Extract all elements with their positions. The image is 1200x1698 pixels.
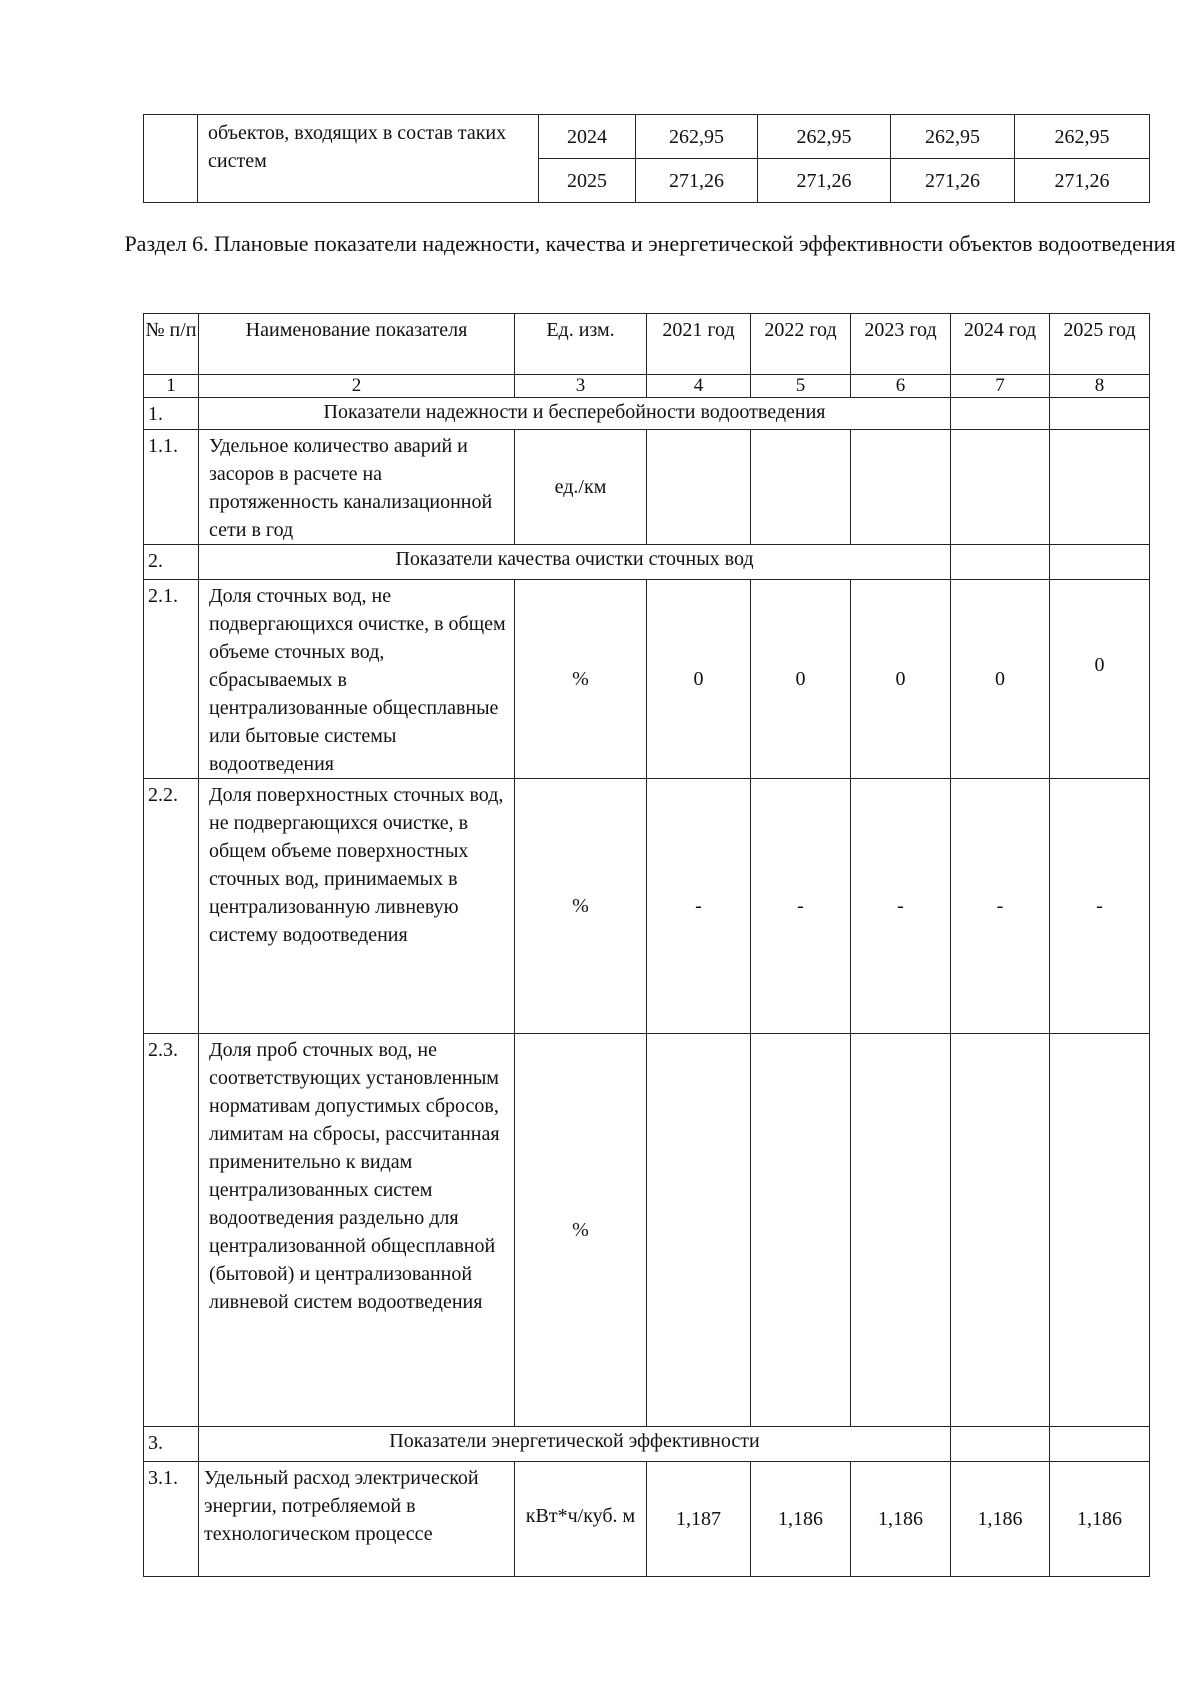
unit-cell: %: [515, 779, 647, 1034]
value-cell: [647, 430, 751, 545]
indicator-name: Доля проб сточных вод, не соответствующих установленным нормативам допустимых сбросов, лимитам на сбросы, рассчитанная применительно к видам централизованных систем водоотведения раздельно для централизованной общесплавной (бытовой) и централизованной ливневой систем водоотведения: [199, 1034, 515, 1427]
indicator-name: Удельный расход электрической энергии, потребляемой в технологическом процессе: [199, 1462, 515, 1577]
col-index: 7: [951, 375, 1050, 398]
row-num: 3.1.: [144, 1462, 199, 1577]
empty-cell: [951, 545, 1050, 580]
indicator-name: Доля поверхностных сточных вод, не подвергающихся очистке, в общем объеме поверхностных сточных вод, принимаемых в централизованную ливневую систему водоотведения: [199, 779, 515, 1034]
value-cell: 262,95: [636, 115, 758, 159]
section-row-title: Показатели качества очистки сточных вод: [199, 545, 951, 580]
col-index: 1: [144, 375, 199, 398]
section-title: Раздел 6. Плановые показатели надежности, качества и энергетической эффективности объектов водоотведения: [124, 231, 1176, 256]
empty-cell: [951, 398, 1050, 430]
row-num: 2.1.: [144, 580, 199, 779]
header-2021: 2021 год: [647, 314, 751, 375]
row-num: 1.1.: [144, 430, 199, 545]
table-row: [144, 115, 1150, 159]
value-cell: -: [851, 779, 951, 1034]
value-cell: 262,95: [758, 115, 891, 159]
empty-cell: [1050, 545, 1150, 580]
col-index: 3: [515, 375, 647, 398]
empty-cell: [1050, 398, 1150, 430]
unit-cell: %: [515, 1034, 647, 1427]
value-cell: 1,186: [851, 1462, 951, 1577]
unit-cell: ед./км: [515, 430, 647, 545]
value-cell: 262,95: [1015, 115, 1150, 159]
unit-cell: кВт*ч/куб. м: [515, 1462, 647, 1577]
column-index-row: [144, 375, 1150, 398]
value-cell: 1,186: [951, 1462, 1050, 1577]
value-cell: [647, 1034, 751, 1427]
section-row: [144, 1427, 1150, 1462]
row-num: 2.2.: [144, 779, 199, 1034]
value-cell: 0: [1050, 580, 1150, 779]
value-cell: [851, 430, 951, 545]
header-row: [144, 314, 1150, 375]
value-cell: [1050, 430, 1150, 545]
value-cell: 1,187: [647, 1462, 751, 1577]
row-num: 3.: [144, 1427, 199, 1462]
col-index: 4: [647, 375, 751, 398]
value-cell: [851, 1034, 951, 1427]
year-cell: 2024: [539, 115, 636, 159]
value-cell: -: [1050, 779, 1150, 1034]
value-cell: 0: [951, 580, 1050, 779]
section-row-title: Показатели энергетической эффективности: [199, 1427, 951, 1462]
header-2025: 2025 год: [1050, 314, 1150, 375]
value-cell: 271,26: [758, 159, 891, 203]
empty-cell: [951, 1427, 1050, 1462]
section-row: [144, 545, 1150, 580]
value-cell: -: [751, 779, 851, 1034]
value-cell: [751, 430, 851, 545]
indicator-name: Доля сточных вод, не подвергающихся очистке, в общем объеме сточных вод, сбрасываемых в централизованные общесплавные или бытовые системы водоотведения: [199, 580, 515, 779]
col-index: 6: [851, 375, 951, 398]
table-row: [144, 779, 1150, 1034]
table-row: [144, 580, 1150, 779]
header-name: Наименование показателя: [199, 314, 515, 375]
row-num: 1.: [144, 398, 199, 430]
row-num: 2.3.: [144, 1034, 199, 1427]
header-num: № п/п: [144, 314, 199, 375]
value-cell: 271,26: [636, 159, 758, 203]
row-num: 2.: [144, 545, 199, 580]
value-cell: 0: [851, 580, 951, 779]
value-cell: [751, 1034, 851, 1427]
section-row: [144, 398, 1150, 430]
table-row: [144, 1034, 1150, 1427]
value-cell: 271,26: [891, 159, 1015, 203]
header-2023: 2023 год: [851, 314, 951, 375]
col-index: 8: [1050, 375, 1150, 398]
table-row: [144, 430, 1150, 545]
value-cell: 1,186: [751, 1462, 851, 1577]
header-2022: 2022 год: [751, 314, 851, 375]
value-cell: [951, 430, 1050, 545]
value-cell: 0: [647, 580, 751, 779]
value-cell: -: [647, 779, 751, 1034]
col-index: 2: [199, 375, 515, 398]
empty-cell: [1050, 1427, 1150, 1462]
year-cell: 2025: [539, 159, 636, 203]
value-cell: 0: [751, 580, 851, 779]
value-cell: -: [951, 779, 1050, 1034]
empty-cell: [144, 115, 198, 203]
header-2024: 2024 год: [951, 314, 1050, 375]
value-cell: [1050, 1034, 1150, 1427]
continuation-table: [143, 114, 1150, 203]
col-index: 5: [751, 375, 851, 398]
value-cell: 262,95: [891, 115, 1015, 159]
header-unit: Ед. изм.: [515, 314, 647, 375]
section-row-title: Показатели надежности и бесперебойности водоотведения: [199, 398, 951, 430]
indicators-table: [143, 313, 1150, 1577]
table-row: [144, 1462, 1150, 1577]
value-cell: 1,186: [1050, 1462, 1150, 1577]
unit-cell: %: [515, 580, 647, 779]
row-description: объектов, входящих в состав таких систем: [198, 115, 539, 203]
value-cell: 271,26: [1015, 159, 1150, 203]
indicator-name: Удельное количество аварий и засоров в расчете на протяженность канализационной сети в год: [199, 430, 515, 545]
value-cell: [951, 1034, 1050, 1427]
